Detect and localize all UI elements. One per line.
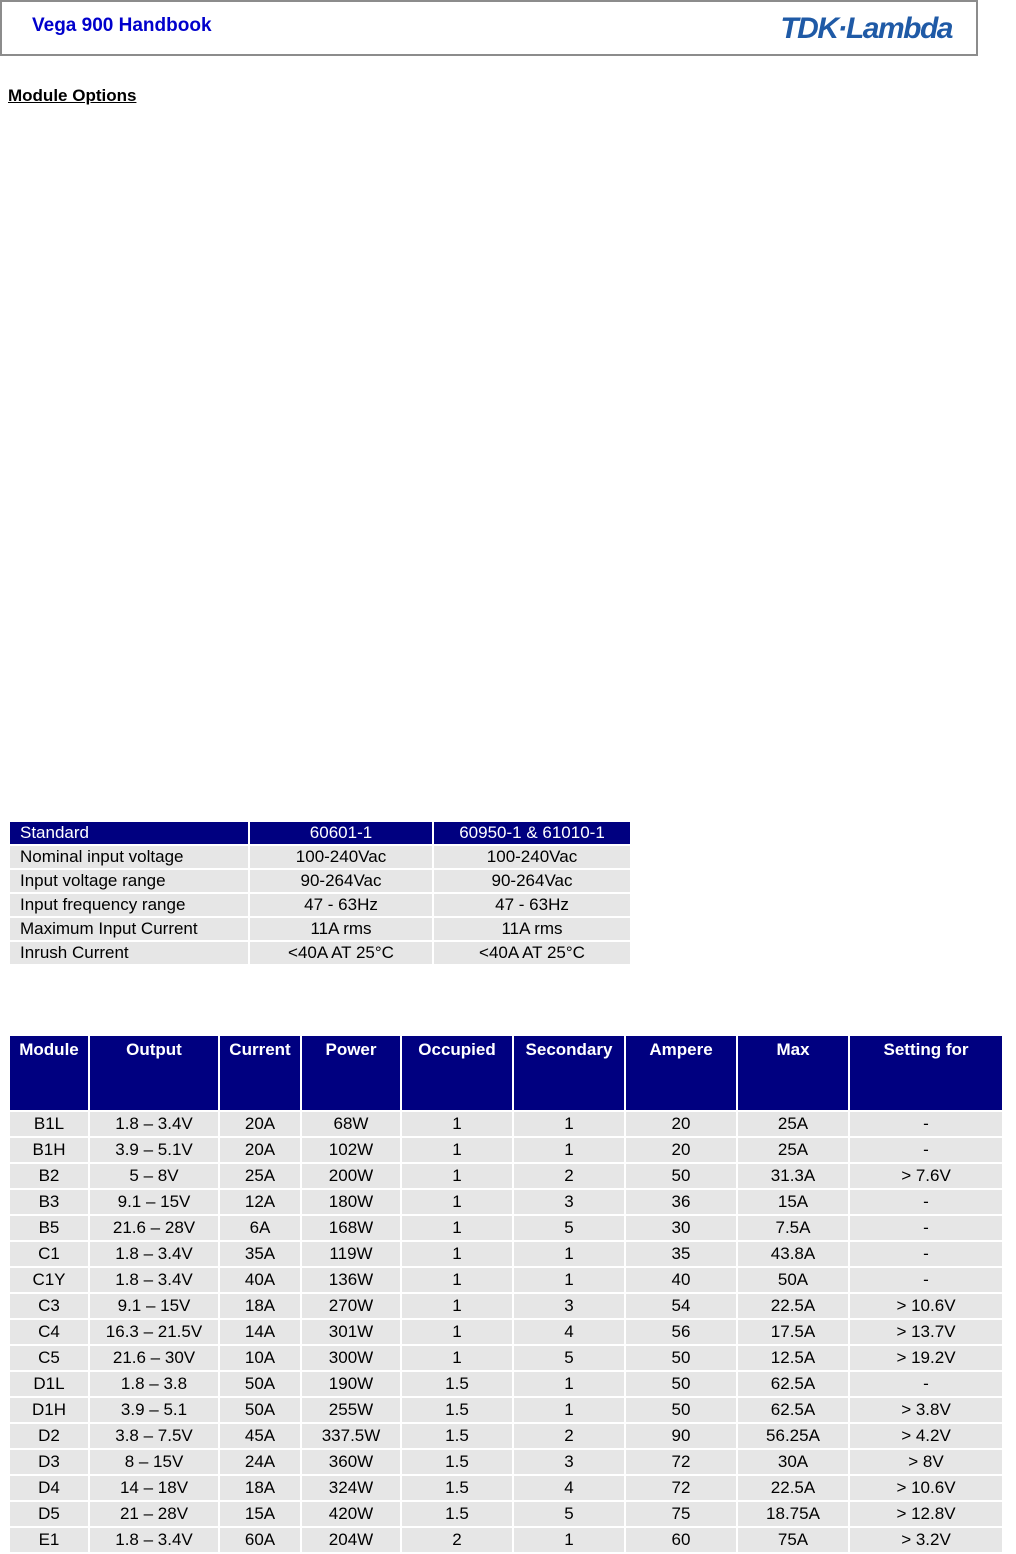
table-row — [10, 1528, 1002, 1552]
table-cell: D1L — [10, 1372, 88, 1396]
table-cell: 1.5 — [402, 1502, 512, 1526]
table-cell: 1.5 — [402, 1424, 512, 1448]
table-row — [10, 846, 630, 868]
table-cell: 40A — [220, 1268, 300, 1292]
table-cell: > 3.8V — [850, 1398, 1002, 1422]
table-cell: 14 – 18V — [90, 1476, 218, 1500]
table-cell: 21 – 28V — [90, 1502, 218, 1526]
table-cell: 1.5 — [402, 1450, 512, 1474]
table-cell: 20 — [626, 1138, 736, 1162]
table-cell: B2 — [10, 1164, 88, 1188]
table-header-row — [10, 1036, 1002, 1110]
table-cell: 360W — [302, 1450, 400, 1474]
table-cell: 22.5A — [738, 1294, 848, 1318]
table-cell: 1 — [402, 1112, 512, 1136]
table-row — [10, 1346, 1002, 1370]
table-cell: 21.6 – 28V — [90, 1216, 218, 1240]
table-row — [10, 1138, 1002, 1162]
table-cell: 180W — [302, 1190, 400, 1214]
table-cell: 20 — [626, 1112, 736, 1136]
table-cell: - — [850, 1112, 1002, 1136]
header-cell: Current — [220, 1036, 300, 1110]
section-title: Module Options — [8, 86, 137, 105]
table-cell: 62.5A — [738, 1398, 848, 1422]
table-cell: 1 — [514, 1528, 624, 1552]
table-cell: 1 — [402, 1320, 512, 1344]
table-cell: 3 — [514, 1190, 624, 1214]
table-cell: 1 — [514, 1112, 624, 1136]
table-cell: 60 — [626, 1528, 736, 1552]
table-cell: 168W — [302, 1216, 400, 1240]
table-cell: 36 — [626, 1190, 736, 1214]
table-cell: B3 — [10, 1190, 88, 1214]
table-cell: 1.5 — [402, 1476, 512, 1500]
table-header-row — [10, 822, 630, 844]
table-cell: 21.6 – 30V — [90, 1346, 218, 1370]
table-cell: 3.9 – 5.1V — [90, 1138, 218, 1162]
table-row — [10, 1372, 1002, 1396]
table-cell: 1 — [402, 1216, 512, 1240]
table-cell: 100-240Vac — [434, 846, 630, 868]
table-cell: 56 — [626, 1320, 736, 1344]
table-cell: 40 — [626, 1268, 736, 1292]
table-cell: B1L — [10, 1112, 88, 1136]
table-cell: 50 — [626, 1346, 736, 1370]
module-options-table — [8, 1034, 1004, 1554]
table-cell: 30A — [738, 1450, 848, 1474]
table-row — [10, 894, 630, 916]
table-cell: 1 — [402, 1138, 512, 1162]
table-cell: D3 — [10, 1450, 88, 1474]
table-cell: 5 — [514, 1346, 624, 1370]
table-row — [10, 1294, 1002, 1318]
table-cell: 90-264Vac — [250, 870, 432, 892]
table-row — [10, 918, 630, 940]
table-cell: 20A — [220, 1138, 300, 1162]
table-cell: 15A — [738, 1190, 848, 1214]
table-row — [10, 1268, 1002, 1292]
table-cell: 35A — [220, 1242, 300, 1266]
table-cell: D5 — [10, 1502, 88, 1526]
table-cell: 2 — [514, 1164, 624, 1188]
table-cell: 1.8 – 3.4V — [90, 1528, 218, 1552]
table-cell: 1.8 – 3.4V — [90, 1268, 218, 1292]
brand-logo: TDK·Lambda — [780, 12, 952, 45]
table-cell: 119W — [302, 1242, 400, 1266]
table-cell: Maximum Input Current — [10, 918, 248, 940]
table-cell: 47 - 63Hz — [434, 894, 630, 916]
table-cell: > 10.6V — [850, 1476, 1002, 1500]
table-cell: 5 – 8V — [90, 1164, 218, 1188]
table-cell: 9.1 – 15V — [90, 1294, 218, 1318]
table-cell: 10A — [220, 1346, 300, 1370]
table-cell: 2 — [402, 1528, 512, 1552]
table-cell: > 8V — [850, 1450, 1002, 1474]
table-row — [10, 1320, 1002, 1344]
input-specs-table — [8, 820, 632, 966]
table-cell: 1 — [514, 1372, 624, 1396]
table-cell: - — [850, 1138, 1002, 1162]
table-cell: 18A — [220, 1476, 300, 1500]
table-cell: C1Y — [10, 1268, 88, 1292]
table-cell: 15A — [220, 1502, 300, 1526]
table-cell: D4 — [10, 1476, 88, 1500]
table-row — [10, 1424, 1002, 1448]
table-cell: 204W — [302, 1528, 400, 1552]
table-cell: 45A — [220, 1424, 300, 1448]
table-cell: C1 — [10, 1242, 88, 1266]
table-cell: 35 — [626, 1242, 736, 1266]
header-cell: Standard — [10, 822, 248, 844]
table-row — [10, 1502, 1002, 1526]
table-row — [10, 1112, 1002, 1136]
table-cell: 90 — [626, 1424, 736, 1448]
table-cell: 50 — [626, 1398, 736, 1422]
table-cell: 30 — [626, 1216, 736, 1240]
table-cell: E1 — [10, 1528, 88, 1552]
table-cell: 25A — [220, 1164, 300, 1188]
table-row — [10, 1190, 1002, 1214]
document-title: Vega 900 Handbook — [32, 15, 212, 36]
table-cell: 8 – 15V — [90, 1450, 218, 1474]
table-cell: - — [850, 1216, 1002, 1240]
table-cell: 68W — [302, 1112, 400, 1136]
table-cell: 22.5A — [738, 1476, 848, 1500]
table-cell: 56.25A — [738, 1424, 848, 1448]
table-cell: 47 - 63Hz — [250, 894, 432, 916]
table-cell: 4 — [514, 1476, 624, 1500]
header-cell: Module — [10, 1036, 88, 1110]
table-cell: Inrush Current — [10, 942, 248, 964]
table-cell: 72 — [626, 1476, 736, 1500]
table-cell: C5 — [10, 1346, 88, 1370]
table-cell: 7.5A — [738, 1216, 848, 1240]
table-cell: 420W — [302, 1502, 400, 1526]
table-cell: 11A rms — [250, 918, 432, 940]
table-cell: B1H — [10, 1138, 88, 1162]
table-cell: 11A rms — [434, 918, 630, 940]
table-cell: 18.75A — [738, 1502, 848, 1526]
table-cell: 1 — [402, 1346, 512, 1370]
table-cell: 1 — [402, 1242, 512, 1266]
table-row — [10, 1216, 1002, 1240]
header-cell: Power — [302, 1036, 400, 1110]
table-cell: 6A — [220, 1216, 300, 1240]
table-row — [10, 942, 630, 964]
table-cell: 3.9 – 5.1 — [90, 1398, 218, 1422]
table-cell: > 4.2V — [850, 1424, 1002, 1448]
table-cell: 25A — [738, 1138, 848, 1162]
table-cell: 20A — [220, 1112, 300, 1136]
header-cell: Output — [90, 1036, 218, 1110]
table-cell: > 12.8V — [850, 1502, 1002, 1526]
table-cell: <40A AT 25°C — [434, 942, 630, 964]
table-cell: 200W — [302, 1164, 400, 1188]
table-cell: 90-264Vac — [434, 870, 630, 892]
table-cell: 60A — [220, 1528, 300, 1552]
table-cell: 270W — [302, 1294, 400, 1318]
table-cell: B5 — [10, 1216, 88, 1240]
table-cell: Input voltage range — [10, 870, 248, 892]
table-cell: > 7.6V — [850, 1164, 1002, 1188]
table-cell: 12.5A — [738, 1346, 848, 1370]
table-row — [10, 1164, 1002, 1188]
header-cell: 60950-1 & 61010-1 — [434, 822, 630, 844]
header-cell: Ampere — [626, 1036, 736, 1110]
header-cell: 60601-1 — [250, 822, 432, 844]
table-row — [10, 1476, 1002, 1500]
table-cell: D1H — [10, 1398, 88, 1422]
table-cell: 337.5W — [302, 1424, 400, 1448]
table-cell: 1 — [514, 1268, 624, 1292]
table-cell: 50A — [738, 1268, 848, 1292]
table-cell: 3.8 – 7.5V — [90, 1424, 218, 1448]
table-cell: 100-240Vac — [250, 846, 432, 868]
table-row — [10, 1242, 1002, 1266]
table-cell: 190W — [302, 1372, 400, 1396]
table-cell: 50A — [220, 1372, 300, 1396]
table-cell: 301W — [302, 1320, 400, 1344]
table-cell: 12A — [220, 1190, 300, 1214]
table-cell: - — [850, 1190, 1002, 1214]
table-cell: 75 — [626, 1502, 736, 1526]
table-cell: - — [850, 1242, 1002, 1266]
table-cell: 324W — [302, 1476, 400, 1500]
table-cell: 54 — [626, 1294, 736, 1318]
table-cell: 50 — [626, 1164, 736, 1188]
table-cell: 255W — [302, 1398, 400, 1422]
table-cell: 1 — [402, 1268, 512, 1292]
table-cell: 43.8A — [738, 1242, 848, 1266]
table-cell: 17.5A — [738, 1320, 848, 1344]
table-cell: 62.5A — [738, 1372, 848, 1396]
table-cell: 1 — [514, 1138, 624, 1162]
table-row — [10, 1450, 1002, 1474]
table-cell: 300W — [302, 1346, 400, 1370]
table-cell: C3 — [10, 1294, 88, 1318]
table-cell: 72 — [626, 1450, 736, 1474]
table-cell: 1 — [402, 1164, 512, 1188]
table-cell: 1.8 – 3.8 — [90, 1372, 218, 1396]
table-cell: 1 — [402, 1190, 512, 1214]
table-cell: 102W — [302, 1138, 400, 1162]
table-cell: 3 — [514, 1450, 624, 1474]
table-cell: 136W — [302, 1268, 400, 1292]
table-cell: 16.3 – 21.5V — [90, 1320, 218, 1344]
table-cell: 1 — [402, 1294, 512, 1318]
table-cell: > 3.2V — [850, 1528, 1002, 1552]
table-cell: <40A AT 25°C — [250, 942, 432, 964]
table-cell: - — [850, 1268, 1002, 1292]
table-cell: 75A — [738, 1528, 848, 1552]
table-cell: 1 — [514, 1398, 624, 1422]
table-cell: 2 — [514, 1424, 624, 1448]
table-cell: 1.5 — [402, 1398, 512, 1422]
header-cell: Secondary — [514, 1036, 624, 1110]
header-cell: Setting for — [850, 1036, 1002, 1110]
table-row — [10, 870, 630, 892]
table-cell: D2 — [10, 1424, 88, 1448]
table-cell: Nominal input voltage — [10, 846, 248, 868]
table-cell: 25A — [738, 1112, 848, 1136]
table-cell: > 10.6V — [850, 1294, 1002, 1318]
table-cell: 50 — [626, 1372, 736, 1396]
table-cell: 1.5 — [402, 1372, 512, 1396]
table-cell: 5 — [514, 1216, 624, 1240]
table-row — [10, 1398, 1002, 1422]
page-header — [0, 0, 978, 56]
table-cell: > 13.7V — [850, 1320, 1002, 1344]
table-cell: 14A — [220, 1320, 300, 1344]
table-cell: 5 — [514, 1502, 624, 1526]
table-cell: 1.8 – 3.4V — [90, 1112, 218, 1136]
header-cell: Max — [738, 1036, 848, 1110]
table-cell: 9.1 – 15V — [90, 1190, 218, 1214]
table-cell: 1.8 – 3.4V — [90, 1242, 218, 1266]
table-cell: 1 — [514, 1242, 624, 1266]
table-cell: 4 — [514, 1320, 624, 1344]
table-cell: - — [850, 1372, 1002, 1396]
table-cell: 31.3A — [738, 1164, 848, 1188]
table-cell: Input frequency range — [10, 894, 248, 916]
table-cell: 50A — [220, 1398, 300, 1422]
table-cell: 24A — [220, 1450, 300, 1474]
header-cell: Occupied — [402, 1036, 512, 1110]
table-cell: 18A — [220, 1294, 300, 1318]
table-cell: 3 — [514, 1294, 624, 1318]
table-cell: C4 — [10, 1320, 88, 1344]
table-cell: > 19.2V — [850, 1346, 1002, 1370]
